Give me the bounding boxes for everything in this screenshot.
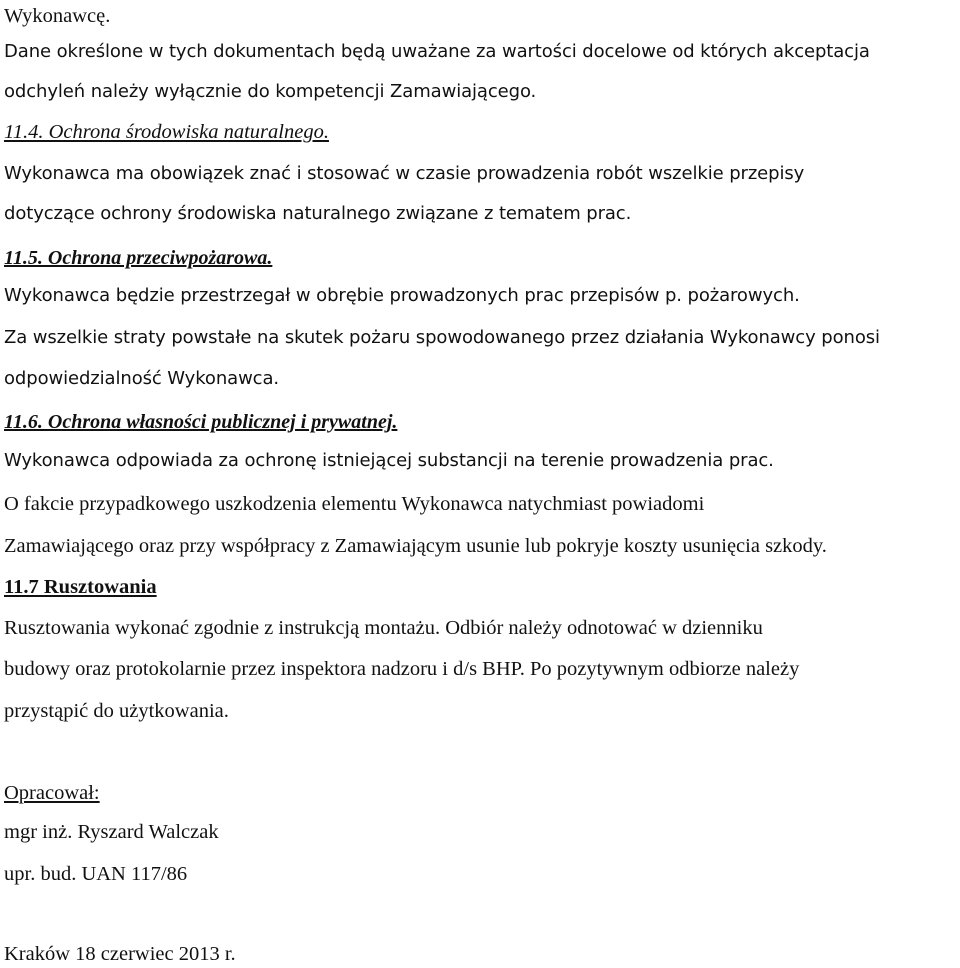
text-line: Wykonawca będzie przestrzegał w obrębie prowadzonych prac przepisów p. pożarowych. bbox=[4, 285, 800, 306]
text-line: Dane określone w tych dokumentach będą uważane za wartości docelowe od których akceptacja bbox=[4, 41, 870, 62]
text-line: dotyczące ochrony środowiska naturalnego związane z tematem prac. bbox=[4, 203, 632, 224]
section-heading-11-6: 11.6. Ochrona własności publicznej i prywatnej. bbox=[4, 411, 398, 433]
text-line: odchyleń należy wyłącznie do kompetencji Zamawiającego. bbox=[4, 81, 537, 102]
prepared-by-label: Opracował: bbox=[4, 782, 100, 804]
text-line: odpowiedzialność Wykonawca. bbox=[4, 368, 280, 389]
text-line: Wykonawca ma obowiązek znać i stosować w czasie prowadzenia robót wszelkie przepisy bbox=[4, 163, 805, 184]
section-heading-11-4: 11.4. Ochrona środowiska naturalnego. bbox=[4, 121, 329, 143]
text-line: Wykonawca odpowiada za ochronę istniejącej substancji na terenie prowadzenia prac. bbox=[4, 450, 774, 471]
text-line: Za wszelkie straty powstałe na skutek pożaru spowodowanego przez działania Wykonawcy ponosi bbox=[4, 327, 880, 348]
text-line: przystąpić do użytkowania. bbox=[4, 700, 229, 722]
text-line: Rusztowania wykonać zgodnie z instrukcją montażu. Odbiór należy odnotować w dzienniku bbox=[4, 617, 763, 639]
text-line: O fakcie przypadkowego uszkodzenia elementu Wykonawca natychmiast powiadomi bbox=[4, 493, 705, 515]
section-heading-11-5: 11.5. Ochrona przeciwpożarowa. bbox=[4, 247, 273, 269]
text-line: Wykonawcę. bbox=[4, 5, 111, 27]
place-and-date: Kraków 18 czerwiec 2013 r. bbox=[4, 943, 236, 965]
author-name: mgr inż. Ryszard Walczak bbox=[4, 821, 219, 843]
text-line: Zamawiającego oraz przy współpracy z Zamawiającym usunie lub pokryje koszty usunięcia szkody. bbox=[4, 535, 827, 557]
section-heading-11-7: 11.7 Rusztowania bbox=[4, 576, 157, 598]
text-line: budowy oraz protokolarnie przez inspektora nadzoru i d/s BHP. Po pozytywnym odbiorze należy bbox=[4, 658, 800, 680]
author-license: upr. bud. UAN 117/86 bbox=[4, 863, 188, 885]
